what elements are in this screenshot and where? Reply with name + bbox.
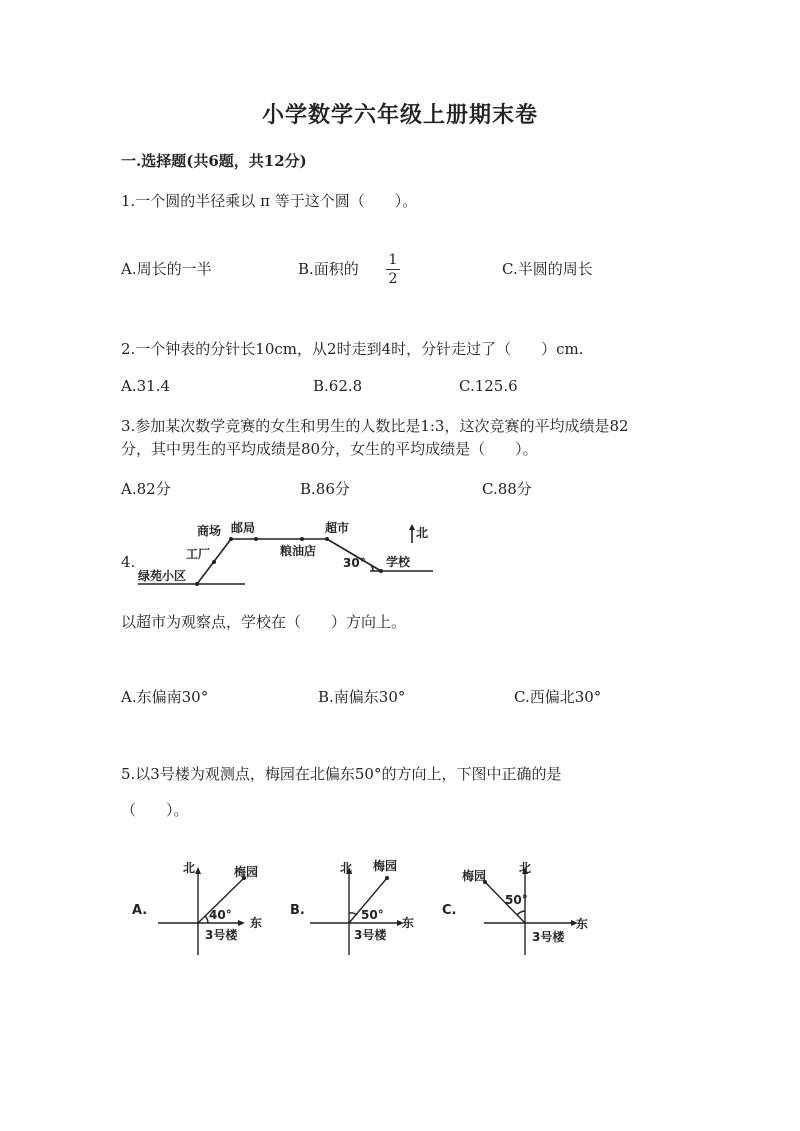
question-4-option-a[interactable]: A.东偏南30° (121, 688, 209, 706)
question-4-number: 4. (121, 553, 136, 571)
garden-label: 梅园 (462, 869, 487, 883)
option-letter-a: A. (132, 903, 148, 918)
fraction-one-half (386, 252, 400, 287)
garden-point (385, 876, 389, 880)
label-north: 北 (416, 526, 429, 540)
point-factory (212, 560, 216, 564)
question-4-option-c[interactable]: C.西偏北30° (514, 688, 602, 706)
question-2-option-a[interactable]: A.31.4 (121, 377, 170, 395)
option-letter-c: C. (442, 903, 457, 918)
question-3-option-a[interactable]: A.82分 (121, 480, 171, 498)
question-2-option-b[interactable]: B.62.8 (313, 377, 363, 395)
building-label: 3号楼 (532, 930, 565, 944)
direction-diagram-b[interactable] (286, 855, 426, 965)
angle-label: 50° (361, 908, 384, 922)
point-shopping (229, 537, 233, 541)
fraction-denominator: 2 (388, 271, 398, 287)
question-1-option-c[interactable]: C.半圆的周长 (502, 260, 593, 278)
route-map-diagram (135, 515, 440, 587)
point-post (254, 537, 258, 541)
east-label: 东 (402, 916, 415, 930)
building-label: 3号楼 (205, 928, 238, 942)
label-grain: 粮油店 (280, 544, 317, 558)
point-grain (300, 537, 304, 541)
question-2-stem: 2.一个钟表的分针长10cm，从2时走到4时，分针走过了（ ）cm. (121, 340, 584, 358)
option-letter-b: B. (290, 903, 305, 918)
north-label: 北 (519, 861, 532, 875)
page-title: 小学数学六年级上册期末卷 (261, 102, 538, 128)
question-3-option-b[interactable]: B.86分 (300, 480, 350, 498)
east-label: 东 (576, 917, 588, 931)
building-label: 3号楼 (354, 928, 387, 942)
question-3-stem-line1: 3.参加某次数学竞赛的女生和男生的人数比是1:3，这次竞赛的平均成绩是82 (121, 417, 629, 435)
question-1-option-a[interactable]: A.周长的一半 (121, 260, 212, 278)
east-arrow-icon (238, 920, 245, 926)
question-1-stem: 1.一个圆的半径乘以 π 等于这个圆（ ）。 (121, 192, 418, 210)
label-market: 超市 (325, 521, 350, 535)
north-label: 北 (183, 861, 196, 875)
question-2-option-c[interactable]: C.125.6 (459, 377, 518, 395)
label-shopping: 商场 (197, 524, 222, 538)
angle-arc (205, 916, 208, 923)
fraction-bar (386, 269, 400, 270)
point-market (325, 537, 329, 541)
north-arrow-icon (409, 524, 415, 530)
point-community (195, 582, 199, 586)
question-4-option-b[interactable]: B.南偏东30° (318, 688, 406, 706)
question-4-stem: 以超市为观察点，学校在（ ）方向上。 (121, 613, 407, 631)
label-angle: 30° (343, 556, 366, 570)
direction-diagram-c[interactable] (438, 855, 588, 965)
north-arrow-icon (195, 867, 201, 874)
question-5-stem-line1: 5.以3号楼为观测点，梅园在北偏东50°的方向上，下图中正确的是 (121, 765, 562, 783)
angle-label: 50° (505, 893, 528, 907)
section-heading: 一.选择题(共6题，共12分) (121, 152, 307, 170)
angle-arc (517, 911, 525, 915)
label-factory: 工厂 (186, 547, 211, 561)
question-3-stem-line2: 分，其中男生的平均成绩是80分，女生的平均成绩是（ ）。 (121, 440, 538, 458)
question-5-stem-line2: （ ）。 (121, 801, 189, 819)
garden-label: 梅园 (373, 859, 398, 873)
east-label: 东 (250, 916, 263, 930)
label-community: 绿苑小区 (138, 569, 187, 583)
label-school: 学校 (386, 555, 411, 569)
angle-label: 40° (209, 908, 232, 922)
garden-label: 梅园 (234, 865, 259, 879)
question-1-option-b[interactable]: B.面积的 (298, 260, 359, 278)
question-3-option-c[interactable]: C.88分 (482, 480, 532, 498)
north-label: 北 (340, 861, 353, 875)
point-school (379, 569, 383, 573)
label-post: 邮局 (231, 521, 256, 535)
fraction-numerator: 1 (388, 252, 398, 268)
angle-arc (349, 913, 357, 915)
direction-diagram-a[interactable] (128, 855, 268, 965)
